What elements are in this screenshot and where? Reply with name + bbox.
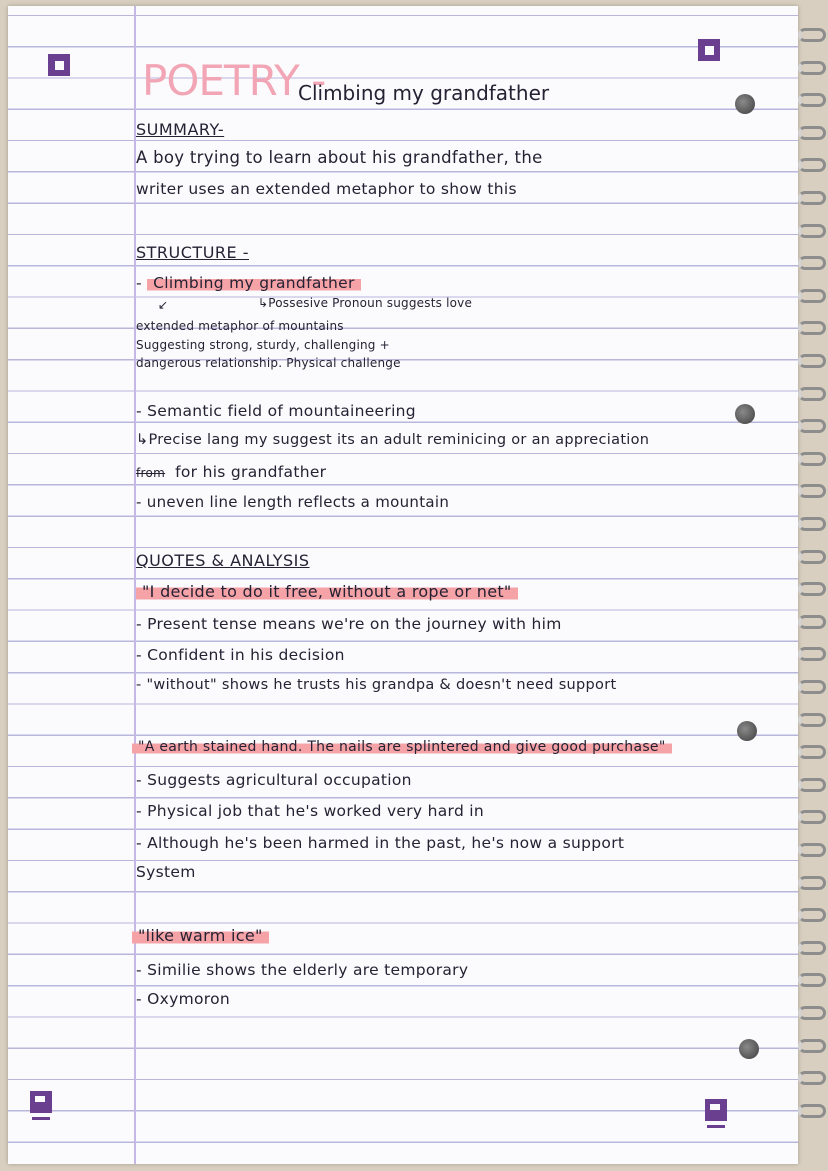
- quotes-heading: QUOTES & ANALYSIS: [136, 551, 310, 570]
- spiral-coil: [798, 680, 826, 694]
- punch-hole-icon: [735, 404, 755, 424]
- spiral-coil: [798, 354, 826, 368]
- structure-title-line: - Climbing my grandfather: [136, 274, 361, 292]
- spiral-coil: [798, 973, 826, 987]
- quote-3-point-1: - Similie shows the elderly are temporary: [136, 961, 469, 979]
- summary-line-1: A boy trying to learn about his grandfather, the: [136, 148, 543, 167]
- quote-1-point-1: - Present tense means we're on the journey with him: [136, 615, 562, 633]
- metaphor-line-3: dangerous relationship. Physical challenge: [136, 356, 401, 370]
- arrow-down-icon: ↙: [158, 298, 169, 312]
- spiral-coil: [798, 1006, 826, 1020]
- metaphor-line-2: Suggesting strong, sturdy, challenging +: [136, 338, 390, 352]
- uneven-line: - uneven line length reflects a mountain: [136, 493, 450, 511]
- spiral-coil: [798, 191, 826, 205]
- precise-line-2: from for his grandfather: [136, 463, 327, 481]
- quote-3: "like warm ice": [132, 926, 269, 945]
- corner-marker-icon: [698, 39, 720, 61]
- spiral-coil: [798, 387, 826, 401]
- structure-heading: STRUCTURE -: [136, 243, 249, 262]
- poem-title: Climbing my grandfather: [298, 81, 550, 105]
- highlight-mark: Climbing my grandfather: [147, 274, 361, 292]
- punch-hole-icon: [737, 721, 757, 741]
- quote-1-point-2: - Confident in his decision: [136, 646, 345, 664]
- spiral-coil: [798, 256, 826, 270]
- corner-marker-icon: [705, 1099, 727, 1121]
- metaphor-line-1: extended metaphor of mountains: [136, 319, 344, 333]
- spiral-coil: [798, 1039, 826, 1053]
- spiral-coil: [798, 582, 826, 596]
- quote-2: "A earth stained hand. The nails are splintered and give good purchase": [132, 739, 672, 755]
- spiral-coil: [798, 550, 826, 564]
- quote-2-point-3: - Although he's been harmed in the past, he's now a support: [136, 834, 625, 852]
- summary-heading: SUMMARY-: [136, 120, 225, 139]
- corner-marker-icon: [30, 1091, 52, 1113]
- spiral-coil: [798, 224, 826, 238]
- spiral-coil: [798, 778, 826, 792]
- spiral-coil: [798, 452, 826, 466]
- spiral-coil: [798, 289, 826, 303]
- notebook-page: [8, 6, 798, 1164]
- spiral-coil: [798, 1071, 826, 1085]
- spiral-coil: [798, 745, 826, 759]
- spiral-coil: [798, 484, 826, 498]
- page-title: POETRY -: [142, 56, 326, 105]
- quote-1-point-3: - "without" shows he trusts his grandpa & doesn't need support: [136, 677, 617, 693]
- spiral-coil: [798, 419, 826, 433]
- semantic-line: - Semantic field of mountaineering: [136, 402, 416, 420]
- spiral-coil: [798, 615, 826, 629]
- spiral-coil: [798, 876, 826, 890]
- quote-2-point-4: System: [136, 863, 196, 881]
- spiral-coil: [798, 126, 826, 140]
- spiral-coil: [798, 517, 826, 531]
- punch-hole-icon: [739, 1039, 759, 1059]
- spiral-coil: [798, 647, 826, 661]
- spiral-coil: [798, 61, 826, 75]
- spiral-coil: [798, 93, 826, 107]
- spiral-coil: [798, 713, 826, 727]
- spiral-coil: [798, 941, 826, 955]
- quote-1: "I decide to do it free, without a rope or net": [136, 582, 518, 601]
- quote-3-point-2: - Oxymoron: [136, 990, 230, 1008]
- spiral-coil: [798, 321, 826, 335]
- spiral-coil: [798, 1104, 826, 1118]
- spiral-coil: [798, 843, 826, 857]
- punch-hole-icon: [735, 94, 755, 114]
- spiral-coil: [798, 908, 826, 922]
- spiral-coil: [798, 28, 826, 42]
- precise-line-1: ↳Precise lang my suggest its an adult reminicing or an appreciation: [136, 432, 650, 448]
- spiral-binding-icon: [796, 28, 826, 1138]
- corner-marker-icon: [48, 54, 70, 76]
- quote-2-point-2: - Physical job that he's worked very hard in: [136, 802, 485, 820]
- summary-line-2: writer uses an extended metaphor to show this: [136, 180, 517, 198]
- spiral-coil: [798, 158, 826, 172]
- spiral-coil: [798, 810, 826, 824]
- crossed-out-word: from: [136, 466, 166, 480]
- possessive-note: ↳Possesive Pronoun suggests love: [258, 296, 473, 310]
- quote-2-point-1: - Suggests agricultural occupation: [136, 771, 412, 789]
